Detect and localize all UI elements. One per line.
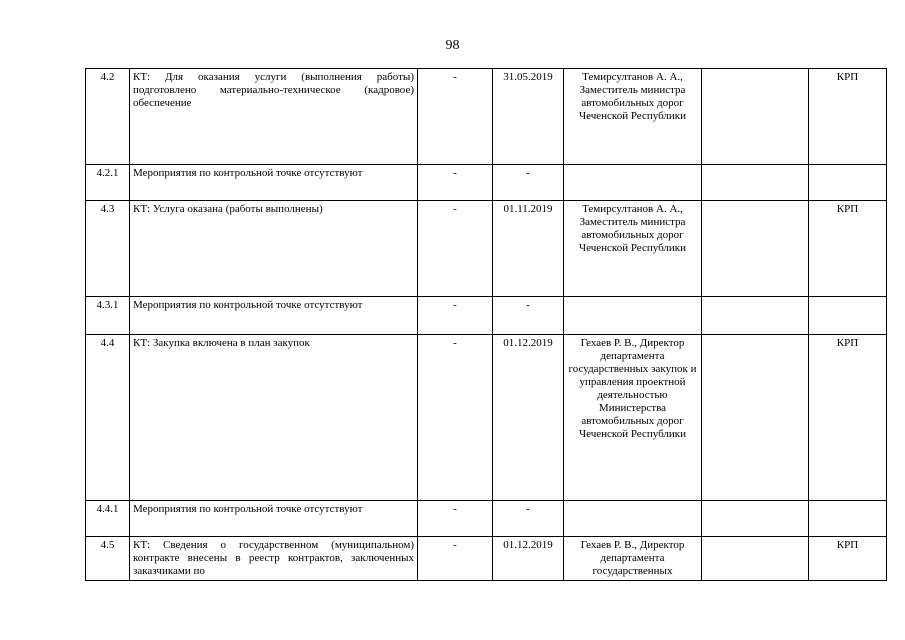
- row-title: Мероприятия по контрольной точке отсутствуют: [130, 165, 418, 201]
- row-level: КРП: [809, 537, 887, 581]
- table-row: [86, 165, 887, 201]
- row-document: [702, 201, 809, 297]
- page-number: 98: [445, 38, 460, 53]
- row-number: 4.5: [86, 537, 130, 581]
- row-document: [702, 69, 809, 165]
- row-end: 01.12.2019: [493, 537, 564, 581]
- row-start: -: [418, 537, 493, 581]
- row-responsible: Гехаев Р. В., Директор департамента государственных: [564, 537, 702, 581]
- row-start: -: [418, 165, 493, 201]
- row-end: -: [493, 165, 564, 201]
- row-title: КТ: Для оказания услуги (выполнения работы) подготовлено материально-техническое (кадровое) обеспечение: [130, 69, 418, 165]
- row-end: -: [493, 297, 564, 335]
- row-title: Мероприятия по контрольной точке отсутствуют: [130, 297, 418, 335]
- row-document: [702, 335, 809, 501]
- row-document: [702, 537, 809, 581]
- row-responsible: [564, 297, 702, 335]
- row-start: -: [418, 201, 493, 297]
- row-title: Мероприятия по контрольной точке отсутствуют: [130, 501, 418, 537]
- table-row: [86, 335, 887, 501]
- row-title: КТ: Услуга оказана (работы выполнены): [130, 201, 418, 297]
- row-title: КТ: Сведения о государственном (муниципальном) контракте внесены в реестр контрактов, заключенных заказчиками по: [130, 537, 418, 581]
- table-row: [86, 201, 887, 297]
- row-document: [702, 297, 809, 335]
- row-level: [809, 165, 887, 201]
- row-level: КРП: [809, 335, 887, 501]
- row-end: 31.05.2019: [493, 69, 564, 165]
- row-end: 01.11.2019: [493, 201, 564, 297]
- row-number: 4.3: [86, 201, 130, 297]
- row-number: 4.2: [86, 69, 130, 165]
- table-row: [86, 501, 887, 537]
- row-number: 4.4: [86, 335, 130, 501]
- row-title: КТ: Закупка включена в план закупок: [130, 335, 418, 501]
- row-start: -: [418, 335, 493, 501]
- table-row: [86, 69, 887, 165]
- row-document: [702, 501, 809, 537]
- table-row: [86, 297, 887, 335]
- table-row: [86, 537, 887, 581]
- row-responsible: [564, 165, 702, 201]
- plan-table: [85, 68, 887, 581]
- row-number: 4.2.1: [86, 165, 130, 201]
- row-responsible: Гехаев Р. В., Директор департамента государственных закупок и управления проектной деятельностью Министерства автомобильных дорог Чеченской Республики: [564, 335, 702, 501]
- row-start: -: [418, 297, 493, 335]
- row-number: 4.3.1: [86, 297, 130, 335]
- row-level: [809, 501, 887, 537]
- row-level: КРП: [809, 69, 887, 165]
- row-responsible: Темирсултанов А. А., Заместитель министра автомобильных дорог Чеченской Республики: [564, 69, 702, 165]
- row-responsible: Темирсултанов А. А., Заместитель министра автомобильных дорог Чеченской Республики: [564, 201, 702, 297]
- row-responsible: [564, 501, 702, 537]
- row-level: [809, 297, 887, 335]
- row-number: 4.4.1: [86, 501, 130, 537]
- row-start: -: [418, 69, 493, 165]
- row-document: [702, 165, 809, 201]
- row-end: -: [493, 501, 564, 537]
- row-level: КРП: [809, 201, 887, 297]
- row-end: 01.12.2019: [493, 335, 564, 501]
- row-start: -: [418, 501, 493, 537]
